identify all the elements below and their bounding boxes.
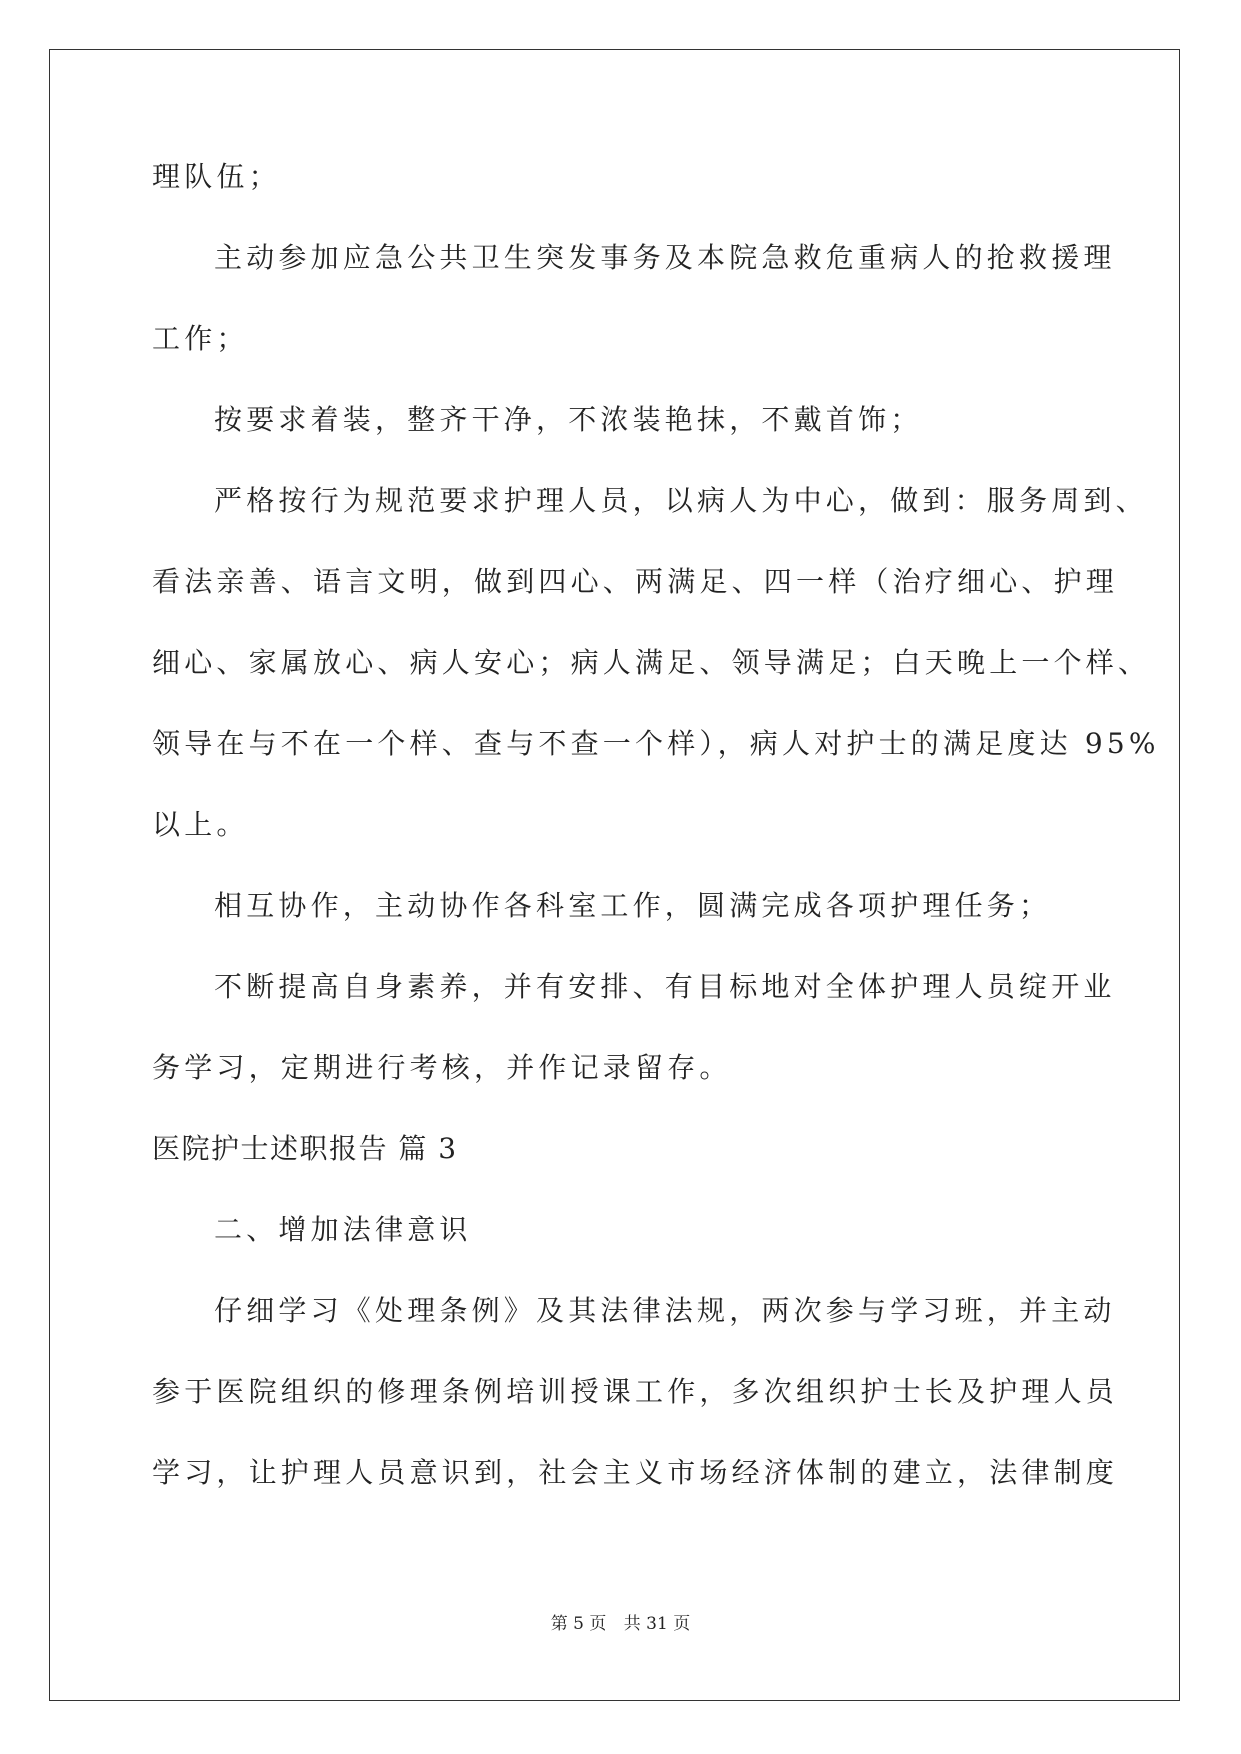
page-footer — [0, 1612, 1241, 1636]
text-line: 工作； — [152, 322, 249, 355]
text-line: 细心、家属放心、病人安心；病人满足、领导满足；白天晚上一个样、 — [152, 646, 1151, 679]
text-line: 看法亲善、语言文明，做到四心、两满足、四一样（治疗细心、护理 — [152, 565, 1119, 598]
text-line: 以上。 — [152, 808, 249, 841]
text-line: 仔细学习《处理条例》及其法律法规，两次参与学习班，并主动 — [214, 1294, 1116, 1327]
text-line: 主动参加应急公共卫生突发事务及本院急救危重病人的抢救援理 — [214, 241, 1116, 274]
text-line: 学习，让护理人员意识到，社会主义市场经济体制的建立，法律制度 — [152, 1456, 1119, 1489]
subheading: 二、增加法律意识 — [214, 1213, 472, 1246]
text-line: 不断提高自身素养，并有安排、有目标地对全体护理人员绽开业 — [214, 970, 1116, 1003]
text-line: 相互协作，主动协作各科室工作，圆满完成各项护理任务； — [214, 889, 1052, 922]
text-line: 按要求着装，整齐干净，不浓装艳抹，不戴首饰； — [214, 403, 923, 436]
section-heading: 医院护士述职报告 篇 3 — [152, 1132, 458, 1165]
total-pages: 共 31 页 — [623, 1614, 691, 1634]
text-line: 领导在与不在一个样、查与不查一个样），病人对护士的满足度达 95% — [152, 727, 1160, 760]
text-line: 理队伍； — [152, 160, 281, 193]
text-line: 严格按行为规范要求护理人员，以病人为中心，做到：服务周到、 — [214, 484, 1148, 517]
page-number: 第 5 页 — [550, 1614, 607, 1634]
text-line: 务学习，定期进行考核，并作记录留存。 — [152, 1051, 732, 1084]
text-line: 参于医院组织的修理条例培训授课工作，多次组织护士长及护理人员 — [152, 1375, 1119, 1408]
